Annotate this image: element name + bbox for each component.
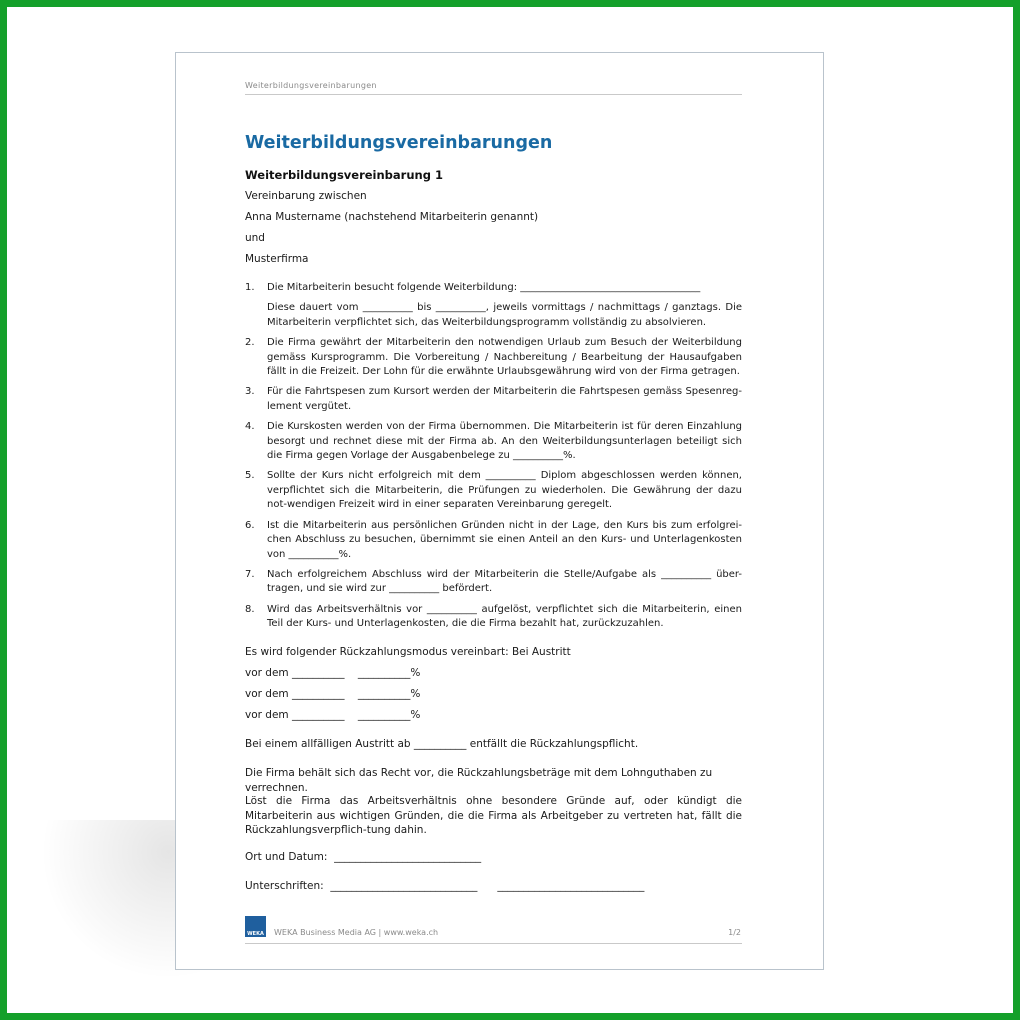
running-header: Weiterbildungsvereinbarungen	[245, 81, 377, 90]
list-item	[245, 469, 742, 512]
item-text: Diese dauert vom __________ bis __________, jeweils vormittags / nachmittags / ganztags. Die Mitarbeiterin verpflichtet sich, das Weiterbildungsprogramm vollständig zu absolvieren.	[267, 302, 742, 328]
list-item	[245, 336, 742, 379]
footer-text: WEKA Business Media AG | www.weka.ch	[274, 928, 439, 937]
item-text: Wird das Arbeitsverhältnis vor __________ aufgelöst, verpflichtet sich die Mitarbeiterin, einen Teil der Kurs- und Unterlagenkosten, die die Firma bezahlt hat, zurückzuzahlen.	[267, 603, 742, 630]
footer-rule	[245, 943, 742, 944]
document-page	[175, 52, 824, 970]
item-text: Sollte der Kurs nicht erfolgreich mit dem __________ Diplom abgeschlossen werden können, verpflichtet sich die Mitarbeiterin, die Prüfungen zu wiederholen. Die Gewährung der dazu not-wendigen Freizeit wird in einer separaten Vereinbarung geregelt.	[267, 470, 742, 511]
logo-text: WEKA	[247, 931, 264, 937]
numbered-list	[245, 281, 742, 638]
intro-line: Musterfirma	[245, 253, 309, 265]
list-item	[245, 385, 742, 414]
item-text: Die Firma gewährt der Mitarbeiterin den notwendigen Urlaub zum Besuch der Weiterbildung gemäss Kursprogramm. Die Vorbereitung / Nachbereitung / Bearbeitung der Hausaufgaben fällt in die Freizeit. Der Lohn für die erwähnte Urlaubsgewährung wird von der Firma getragen.	[267, 337, 742, 378]
item-number: 4.	[245, 421, 255, 433]
repayment-row: vor dem __________ __________%	[245, 667, 421, 679]
intro-line: Vereinbarung zwischen	[245, 190, 367, 202]
list-item	[245, 568, 742, 597]
item-number: 1.	[245, 282, 255, 293]
document-title: Weiterbildungsvereinbarungen	[245, 133, 553, 153]
intro-line: und	[245, 232, 265, 244]
repayment-intro: Es wird folgender Rückzahlungsmodus vereinbart: Bei Austritt	[245, 646, 571, 658]
header-rule	[245, 94, 742, 95]
repayment-row: vor dem __________ __________%	[245, 688, 421, 700]
item-number: 7.	[245, 568, 255, 580]
list-item	[245, 519, 742, 562]
item-number: 8.	[245, 603, 255, 615]
item-number: 3.	[245, 386, 255, 398]
list-item	[245, 603, 742, 632]
section-heading: Weiterbildungsvereinbarung 1	[245, 168, 443, 182]
repayment-row: vor dem __________ __________%	[245, 709, 421, 721]
paragraph: Löst die Firma das Arbeitsverhältnis ohne besondere Gründe auf, oder kündigt die Mitarbeiterin aus wichtigen Gründen, die die Firma als Arbeitgeber zu vertreten hat, fällt die Rückzahlungsverpflich-tung dahin.	[245, 795, 742, 836]
item-number: 5.	[245, 470, 255, 482]
item-text: Die Mitarbeiterin besucht folgende Weiterbildung: ____________________________________	[267, 282, 701, 293]
paragraph: Bei einem allfälligen Austritt ab __________ entfällt die Rückzahlungspflicht.	[245, 738, 639, 750]
weka-logo	[245, 916, 266, 937]
item-text: Ist die Mitarbeiterin aus persönlichen Gründen nicht in der Lage, den Kurs bis zum erfolgrei-chen Abschluss zu besuchen, übernimmt sie einen Anteil an den Kurs- und Unterlagenkosten von __________%.	[267, 519, 742, 560]
item-text: Nach erfolgreichem Abschluss wird der Mitarbeiterin die Stelle/Aufgabe als __________ über-tragen, und sie wird zur __________ befördert.	[267, 568, 742, 595]
intro-line: Anna Mustername (nachstehend Mitarbeiterin genannt)	[245, 211, 539, 223]
item-text: Für die Fahrtspesen zum Kursort werden der Mitarbeiterin die Fahrtspesen gemäss Spesenreg-lement vergütet.	[267, 386, 742, 412]
signature-line: Unterschriften: ____________________________ ____________________________	[245, 880, 645, 892]
item-text: Die Kurskosten werden von der Firma übernommen. Die Mitarbeiterin ist für deren Einzahlung besorgt und rechnet diese mit der Firma ab. An den Weiterbildungsunterlagen beteiligt sich die Firma gegen Vorlage der Ausgabenbelege zu __________%.	[267, 421, 742, 462]
item-number: 2.	[245, 337, 255, 349]
page-number: 1/2	[728, 928, 741, 937]
paragraph: Die Firma behält sich das Recht vor, die Rückzahlungsbeträge mit dem Lohnguthaben zu verrechnen.	[245, 767, 713, 794]
item-number: 6.	[245, 519, 255, 531]
list-item	[245, 420, 742, 463]
list-item	[245, 281, 742, 330]
place-date-line: Ort und Datum: ____________________________	[245, 851, 482, 863]
